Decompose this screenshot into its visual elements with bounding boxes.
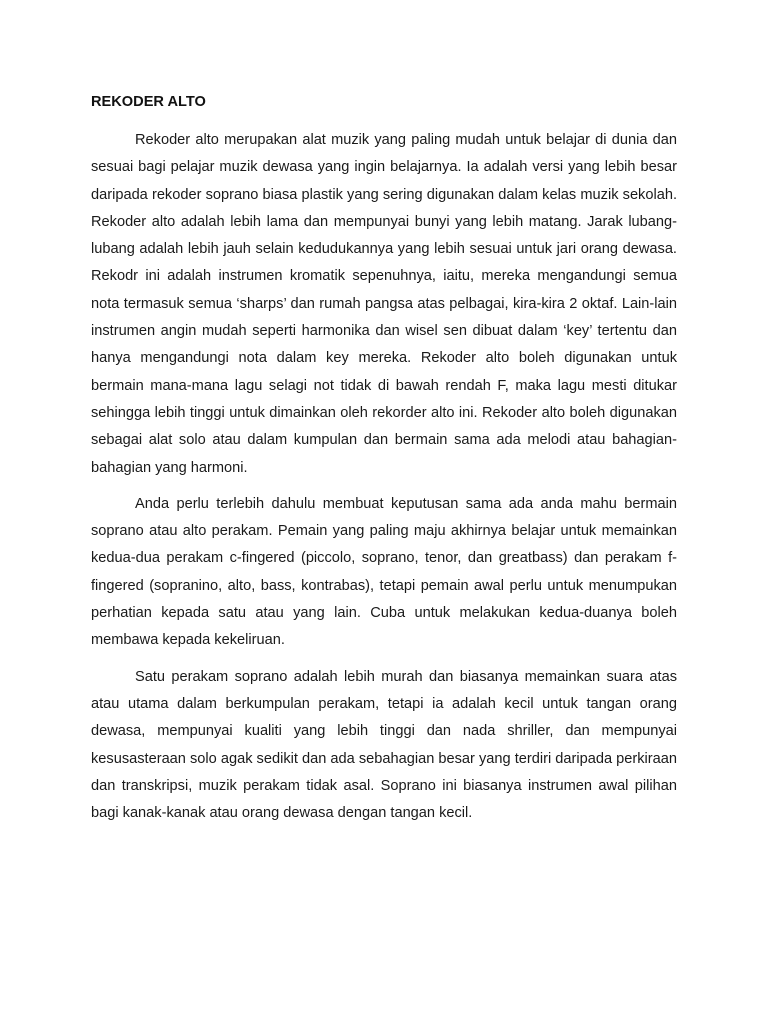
- document-body: [91, 90, 677, 836]
- paragraph-2: Anda perlu terlebih dahulu membuat keputusan sama ada anda mahu bermain soprano atau alto perakam. Pemain yang paling maju akhirnya belajar untuk memainkan kedua-dua perakam c-fingered (piccolo, soprano, tenor, dan greatbass) dan perakam f-fingered (sopranino, alto, bass, kontrabas), tetapi pemain awal perlu untuk menumpukan perhatian kepada satu atau yang lain. Cuba untuk melakukan kedua-duanya boleh membawa kepada kekeliruan.: [91, 495, 677, 649]
- paragraph-1: Rekoder alto merupakan alat muzik yang paling mudah untuk belajar di dunia dan sesuai bagi pelajar muzik dewasa yang ingin belajarnya. Ia adalah versi yang lebih besar daripada rekoder soprano biasa plastik yang sering digunakan dalam kelas muzik sekolah. Rekoder alto adalah lebih lama dan mempunyai bunyi yang lebih matang. Jarak lubang-lubang adalah lebih jauh selain kedudukannya yang lebih sesuai untuk jari orang dewasa. Rekodr ini adalah instrumen kromatik sepenuhnya, iaitu, mereka mengandungi semua nota termasuk semua ‘sharps’ dan rumah pangsa atas pelbagai, kira-kira 2 oktaf. Lain-lain instrumen angin mudah seperti harmonika dan wisel sen dibuat dalam ‘key’ tertentu dan hanya mengandungi nota dalam key mereka. Rekoder alto boleh digunakan untuk bermain mana-mana lagu selagi not tidak di bawah rendah F, maka lagu mesti ditukar sehingga lebih tinggi untuk dimainkan oleh rekorder alto ini. Rekoder alto boleh digunakan sebagai alat solo atau dalam kumpulan dan bermain sama ada melodi atau bahagian-bahagian yang harmoni.: [91, 132, 677, 476]
- paragraph-3: Satu perakam soprano adalah lebih murah dan biasanya memainkan suara atas atau utama dalam berkumpulan perakam, tetapi ia adalah kecil untuk tangan orang dewasa, mempunyai kualiti yang lebih tinggi dan nada shriller, dan mempunyai kesusasteraan solo agak sedikit dan ada sebahagian besar yang terdiri daripada perkiraan dan transkripsi, muzik perakam tidak asal. Soprano ini biasanya instrumen awal pilihan bagi kanak-kanak atau orang dewasa dengan tangan kecil.: [91, 668, 677, 822]
- document-title: REKODER ALTO: [91, 94, 206, 110]
